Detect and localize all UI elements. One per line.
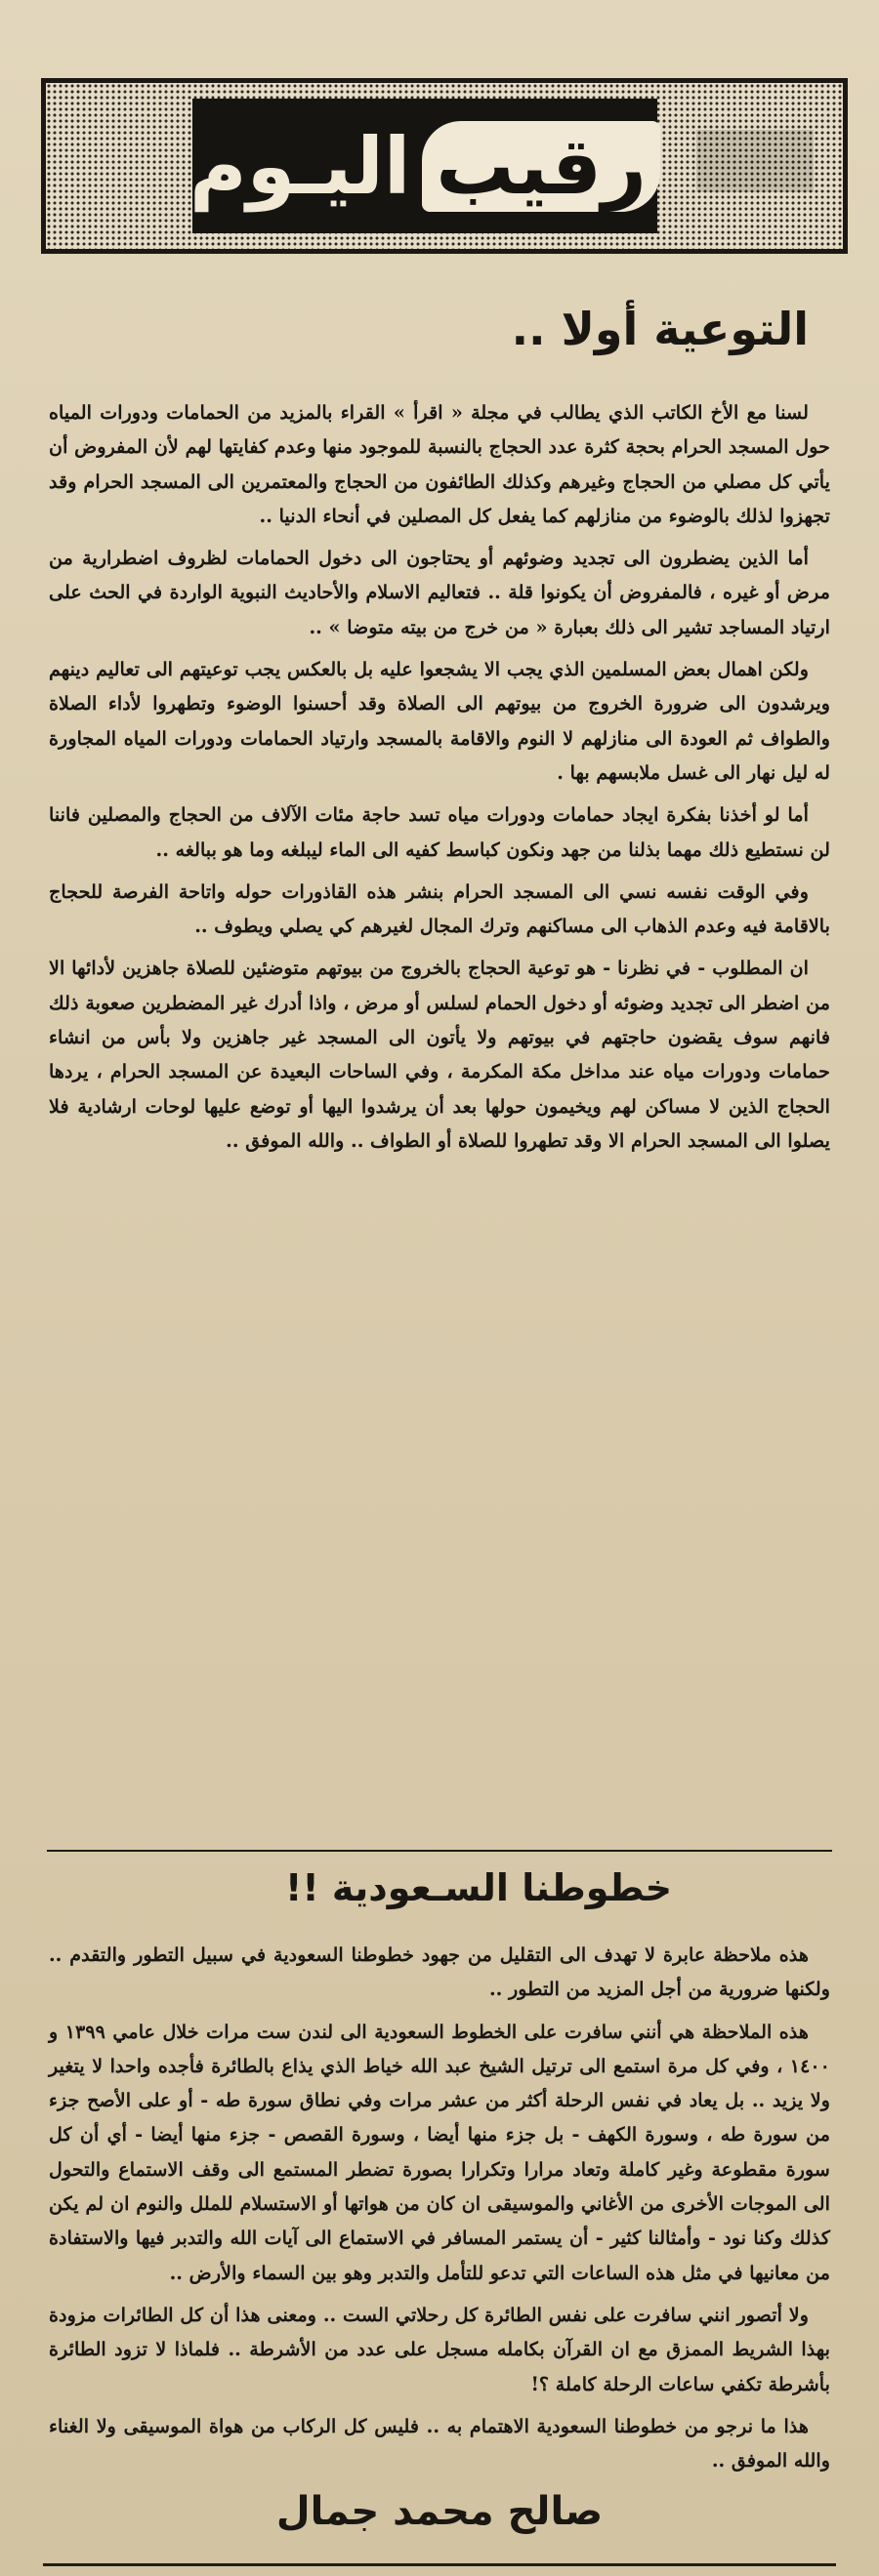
article1-paragraph: ولكن اهمال بعض المسلمين الذي يجب الا يشجعوا عليه بل بالعكس يجب توعيتهم الى تعاليم دينهم ويرشدون الى ضرورة الخروج من بيوتهم الى الصلاة وقد أحسنوا الوضوء وتطهروا لأداء الصلاة والطواف ثم العودة الى منازلهم لا النوم والاقامة بالمسجد وارتياد الحمامات ودورات المياه المجاورة له ليل نهار الى غسل ملابسهم بها . — [49, 658, 830, 784]
article1-paragraph: أما الذين يضطرون الى تجديد وضوئهم أو يحتاجون الى دخول الحمامات لظروف اضطرارية من مرض أو غيره ، فالمفروض أن يكونوا قلة .. فتعاليم الاسلام والأحاديث النبوية الواردة في الحث على ارتياد المساجد تشير الى ذلك بعبارة « من خرج من بيته متوضا » .. — [49, 547, 830, 638]
article1-paragraph: وفي الوقت نفسه نسي الى المسجد الحرام بنشر هذه القاذورات حوله واتاحة الفرصة للحجاج بالاقامة فيه وعدم الذهاب الى مساكنهم وترك المجال لغيرهم كي يصلي ويطوف .. — [49, 879, 830, 938]
article1-paragraph: أما لو أخذنا بفكرة ايجاد حمامات ودورات مياه تسد حاجة مئات الآلاف من الحجاج والمصلين فاننا لن نستطيع ذلك مهما بذلنا من جهد ونكون كباسط كفيه الى الماء ليبلغه وما هو ببالغه .. — [49, 803, 830, 861]
column-masthead — [41, 78, 848, 254]
article1-headline: التوعية أولا .. — [511, 303, 809, 355]
masthead-ornament — [696, 130, 814, 192]
article1-paragraph: ان المطلوب - في نظرنا - هو توعية الحجاج بالخروج من بيوتهم متوضئين للصلاة جاهزين لأدائها الا من اضطر الى تجديد وضوئه أو دخول الحمام لسلس أو مرض ، واذا أدرك غير المضطرين صعوبة ذلك فانهم سوف يقضون حاجتهم في بيوتهم ولا يأتون الى المسجد غير جاهزين ولا بأس من انشاء حمامات ودورات مياه عند مداخل مكة المكرمة ، وفي الساحات البعيدة عن المسجد الحرام ، يردها الحجاج الذين لا مساكن لهم ويخيمون حولها بعد أن يرشدوا اليها أو توضع عليها لوحات ارشادية فلا يصلوا الى المسجد الحرام الا وقد تطهروا للصلاة أو الطواف .. والله الموفق .. — [49, 957, 830, 1152]
article2-paragraph: هذه ملاحظة عابرة لا تهدف الى التقليل من جهود خطوطنا السعودية في سبيل التطور والتقدم .. ولكنها ضرورية من أجل المزيد من التطور .. — [49, 1943, 830, 2001]
section-divider — [47, 1850, 832, 1852]
bottom-rule — [43, 2563, 836, 2566]
article2-paragraph: هذا ما نرجو من خطوطنا السعودية الاهتمام به .. فليس كل الركاب من هواة الموسيقى ولا الغناء والله الموفق .. — [49, 2414, 830, 2473]
article2-body — [49, 1938, 830, 2485]
article1-paragraph: لسنا مع الأخ الكاتب الذي يطالب في مجلة « اقرأ » القراء بالمزيد من الحمامات ودورات المياه حول المسجد الحرام بحجة كثرة عدد الحجاج بالنسبة للموجود منها وعدم كفايتها لهم لأن المفروض أن يأتي كل مصلي من الحجاج وغيرهم وكذلك الطائفون من الحجاج والمعتمرين الى المسجد الحرام وقد تجهزوا لذلك بالوضوء من منازلهم كما يفعل كل المصلين في أنحاء الدنيا .. — [49, 401, 830, 527]
masthead-title-box — [188, 99, 657, 233]
column-title-part1: رقيب — [422, 121, 660, 212]
column-title — [189, 121, 660, 212]
article2-headline: خطوطنا السـعودية !! — [285, 1866, 672, 1909]
column-title-part2: اليـوم — [188, 120, 411, 212]
article1-body — [49, 395, 830, 1165]
article2-paragraph: هذه الملاحظة هي أنني سافرت على الخطوط السعودية الى لندن ست مرات خلال عامي ١٣٩٩ و ١٤٠٠ ، وفي كل مرة استمع الى ترتيل الشيخ عبد الله خياط الذي يذاع بالطائرة فأجده واحدا لا يتغير ولا يزيد .. بل يعاد في نفس الرحلة أكثر من عشر مرات وفي نطاق سورة طه - أو على الأصح جزء من سورة طه ، وسورة الكهف - بل جزء منها أيضا ، وسورة القصص - جزء منها أيضا - أي أن كل سورة مقطوعة وغير كاملة وتعاد مرارا وتكرارا بصورة تضطر المستمع الى وقف الاستماع والتحول الى الموجات الأخرى من الأغاني والموسيقى ان كان من هواتها أو الاستسلام للملل والنوم ان لم يكن كذلك وكنا نود - وأمثالنا كثير - أن يستمر المسافر في الاستماع الى آيات الله والتدبر فيها والاستفادة من معانيها في مثل هذه الساعات التي تدعو للتأمل والتدبر وهو بين السماء والأرض .. — [49, 2020, 830, 2284]
author-byline: صالح محمد جمال — [275, 2489, 604, 2534]
article2-paragraph: ولا أتصور انني سافرت على نفس الطائرة كل رحلاتي الست .. ومعنى هذا أن كل الطائرات مزودة بهذا الشريط الممزق مع ان القرآن بكامله مسجل على عدد من الأشرطة .. فلماذا لا تزود الطائرة بأشرطة تكفي ساعات الرحلة كاملة ؟! — [49, 2303, 830, 2395]
